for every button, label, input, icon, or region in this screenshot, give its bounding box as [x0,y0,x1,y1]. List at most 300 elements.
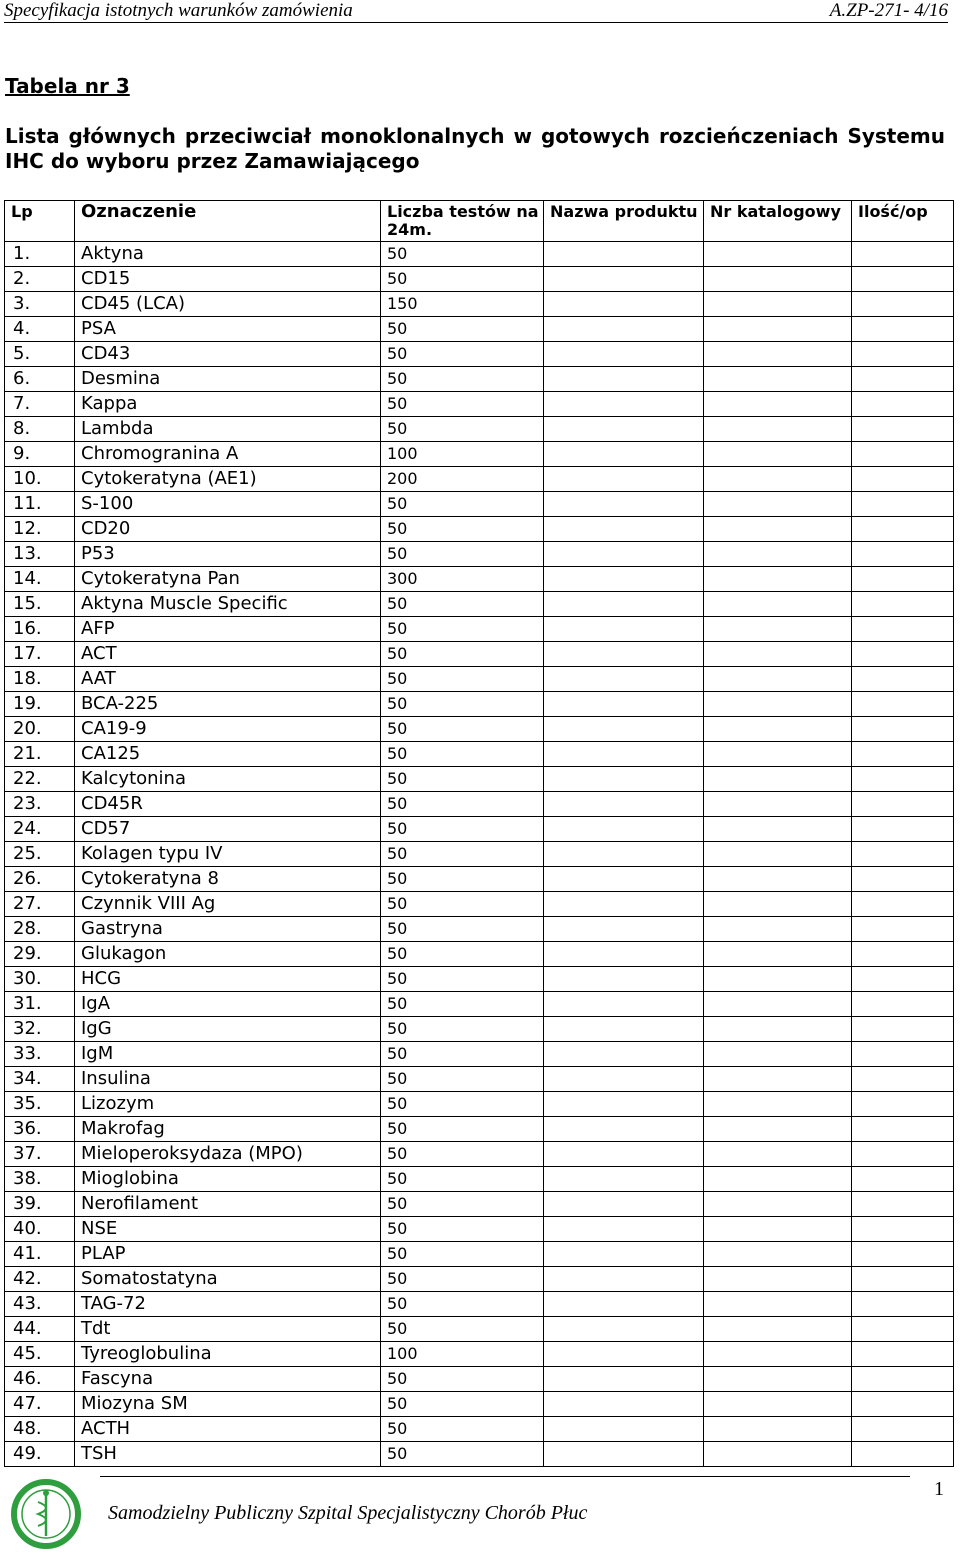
table-row [5,1367,954,1392]
row-lp: 23. [5,792,75,817]
row-ilosc-op [852,542,954,567]
row-lp: 38. [5,1167,75,1192]
row-nr-katalogowy [704,1292,852,1317]
table-row [5,417,954,442]
table-row [5,717,954,742]
row-lp: 34. [5,1067,75,1092]
row-ilosc-op [852,1042,954,1067]
row-oznaczenie: IgG [75,1017,381,1042]
table-row [5,1142,954,1167]
row-oznaczenie: Aktyna [75,242,381,267]
row-ilosc-op [852,767,954,792]
row-liczba-testow: 50 [381,917,544,942]
header-liczba-testow: Liczba testów na 24m. [381,201,544,242]
row-liczba-testow: 50 [381,517,544,542]
row-lp: 24. [5,817,75,842]
row-lp: 20. [5,717,75,742]
row-nazwa-produktu [544,1267,704,1292]
footer-divider [100,1476,910,1477]
row-lp: 30. [5,967,75,992]
row-liczba-testow: 50 [381,417,544,442]
row-nazwa-produktu [544,392,704,417]
row-nazwa-produktu [544,917,704,942]
row-oznaczenie: Tdt [75,1317,381,1342]
row-nr-katalogowy [704,1017,852,1042]
row-nr-katalogowy [704,417,852,442]
table-row [5,917,954,942]
row-lp: 22. [5,767,75,792]
row-nr-katalogowy [704,942,852,967]
row-lp: 4. [5,317,75,342]
row-nr-katalogowy [704,842,852,867]
table-row [5,1117,954,1142]
row-nazwa-produktu [544,842,704,867]
row-oznaczenie: TSH [75,1442,381,1467]
row-lp: 13. [5,542,75,567]
row-oznaczenie: Insulina [75,1067,381,1092]
row-nazwa-produktu [544,1317,704,1342]
row-nazwa-produktu [544,1342,704,1367]
row-nr-katalogowy [704,917,852,942]
row-lp: 19. [5,692,75,717]
row-oznaczenie: Cytokeratyna Pan [75,567,381,592]
row-nr-katalogowy [704,742,852,767]
row-lp: 2. [5,267,75,292]
table-row [5,867,954,892]
row-lp: 49. [5,1442,75,1467]
row-oznaczenie: BCA-225 [75,692,381,717]
table-row [5,642,954,667]
row-oznaczenie: ACT [75,642,381,667]
row-nazwa-produktu [544,267,704,292]
row-nr-katalogowy [704,1267,852,1292]
table-row [5,742,954,767]
table-row [5,667,954,692]
row-liczba-testow: 50 [381,742,544,767]
header-lp: Lp [5,201,75,242]
row-ilosc-op [852,667,954,692]
row-nr-katalogowy [704,1042,852,1067]
row-liczba-testow: 50 [381,1192,544,1217]
row-nazwa-produktu [544,292,704,317]
row-nazwa-produktu [544,1392,704,1417]
row-oznaczenie: S-100 [75,492,381,517]
table-row [5,267,954,292]
row-oznaczenie: Fascyna [75,1367,381,1392]
row-lp: 3. [5,292,75,317]
table-row [5,692,954,717]
row-nazwa-produktu [544,1442,704,1467]
row-nazwa-produktu [544,592,704,617]
row-oznaczenie: PLAP [75,1242,381,1267]
row-ilosc-op [852,1242,954,1267]
row-oznaczenie: Desmina [75,367,381,392]
row-oznaczenie: Mieloperoksydaza (MPO) [75,1142,381,1167]
row-liczba-testow: 50 [381,1067,544,1092]
row-liczba-testow: 50 [381,1142,544,1167]
hospital-seal-icon [8,1478,98,1552]
row-oznaczenie: AFP [75,617,381,642]
row-ilosc-op [852,942,954,967]
row-oznaczenie: CA19-9 [75,717,381,742]
row-liczba-testow: 50 [381,1317,544,1342]
row-ilosc-op [852,717,954,742]
row-ilosc-op [852,567,954,592]
row-nazwa-produktu [544,442,704,467]
row-liczba-testow: 50 [381,792,544,817]
row-lp: 33. [5,1042,75,1067]
row-nazwa-produktu [544,342,704,367]
table-row [5,892,954,917]
row-oznaczenie: CD57 [75,817,381,842]
table-row [5,242,954,267]
row-nazwa-produktu [544,667,704,692]
table-row [5,567,954,592]
row-ilosc-op [852,817,954,842]
table-row [5,1242,954,1267]
row-nr-katalogowy [704,1392,852,1417]
row-liczba-testow: 50 [381,1392,544,1417]
row-nazwa-produktu [544,417,704,442]
table-row [5,1317,954,1342]
row-nazwa-produktu [544,1142,704,1167]
row-nazwa-produktu [544,1292,704,1317]
table-row [5,1417,954,1442]
row-nr-katalogowy [704,1367,852,1392]
row-oznaczenie: NSE [75,1217,381,1242]
row-liczba-testow: 50 [381,542,544,567]
row-ilosc-op [852,592,954,617]
row-nazwa-produktu [544,617,704,642]
footer-institution: Samodzielny Publiczny Szpital Specjalistyczny Chorób Płuc [108,1502,588,1524]
row-lp: 32. [5,1017,75,1042]
row-nr-katalogowy [704,817,852,842]
row-liczba-testow: 150 [381,292,544,317]
row-liczba-testow: 50 [381,717,544,742]
row-liczba-testow: 50 [381,1292,544,1317]
row-liczba-testow: 50 [381,892,544,917]
header-nazwa-produktu: Nazwa produktu [544,201,704,242]
table-body [5,242,954,1467]
row-oznaczenie: Glukagon [75,942,381,967]
row-oznaczenie: Makrofag [75,1117,381,1142]
row-liczba-testow: 300 [381,567,544,592]
row-nazwa-produktu [544,992,704,1017]
row-oznaczenie: IgA [75,992,381,1017]
table-row [5,1092,954,1117]
table-row [5,617,954,642]
row-liczba-testow: 50 [381,592,544,617]
row-oznaczenie: P53 [75,542,381,567]
row-ilosc-op [852,792,954,817]
table-row [5,392,954,417]
row-liczba-testow: 50 [381,342,544,367]
row-ilosc-op [852,1067,954,1092]
table-row [5,967,954,992]
row-lp: 26. [5,867,75,892]
row-ilosc-op [852,367,954,392]
row-nr-katalogowy [704,367,852,392]
row-lp: 41. [5,1242,75,1267]
row-nazwa-produktu [544,717,704,742]
table-header-row [5,201,954,242]
row-lp: 8. [5,417,75,442]
row-nr-katalogowy [704,242,852,267]
row-nr-katalogowy [704,767,852,792]
row-oznaczenie: Mioglobina [75,1167,381,1192]
row-oznaczenie: CA125 [75,742,381,767]
row-nr-katalogowy [704,592,852,617]
row-liczba-testow: 50 [381,642,544,667]
table-row [5,1017,954,1042]
row-ilosc-op [852,1092,954,1117]
row-nr-katalogowy [704,467,852,492]
row-ilosc-op [852,1192,954,1217]
row-ilosc-op [852,292,954,317]
row-oznaczenie: Nerofilament [75,1192,381,1217]
table-row [5,292,954,317]
row-nr-katalogowy [704,642,852,667]
row-nazwa-produktu [544,1067,704,1092]
row-ilosc-op [852,967,954,992]
row-ilosc-op [852,1117,954,1142]
row-oznaczenie: Gastryna [75,917,381,942]
page-number: 1 [934,1478,944,1500]
row-lp: 42. [5,1267,75,1292]
table-row [5,842,954,867]
row-liczba-testow: 50 [381,492,544,517]
row-ilosc-op [852,1367,954,1392]
row-nr-katalogowy [704,667,852,692]
row-liczba-testow: 50 [381,842,544,867]
row-lp: 17. [5,642,75,667]
table-row [5,792,954,817]
row-nr-katalogowy [704,492,852,517]
row-oznaczenie: Tyreoglobulina [75,1342,381,1367]
row-nazwa-produktu [544,317,704,342]
table-row [5,942,954,967]
row-liczba-testow: 50 [381,1267,544,1292]
row-oznaczenie: ACTH [75,1417,381,1442]
row-ilosc-op [852,317,954,342]
row-liczba-testow: 100 [381,1342,544,1367]
table-row [5,517,954,542]
row-nr-katalogowy [704,1092,852,1117]
row-ilosc-op [852,1217,954,1242]
row-oznaczenie: Kolagen typu IV [75,842,381,867]
row-nazwa-produktu [544,1092,704,1117]
row-ilosc-op [852,867,954,892]
row-nr-katalogowy [704,392,852,417]
table-row [5,342,954,367]
row-ilosc-op [852,417,954,442]
header-oznaczenie: Oznaczenie [75,201,381,242]
row-lp: 16. [5,617,75,642]
table-row [5,1267,954,1292]
row-lp: 47. [5,1392,75,1417]
antibody-table [4,200,954,1467]
row-oznaczenie: CD20 [75,517,381,542]
table-row [5,542,954,567]
row-nazwa-produktu [544,242,704,267]
row-ilosc-op [852,1442,954,1467]
table-row [5,767,954,792]
row-oznaczenie: HCG [75,967,381,992]
row-liczba-testow: 50 [381,1367,544,1392]
row-oznaczenie: CD15 [75,267,381,292]
row-ilosc-op [852,242,954,267]
row-ilosc-op [852,842,954,867]
row-nr-katalogowy [704,617,852,642]
hospital-logo [8,1478,98,1552]
row-nazwa-produktu [544,367,704,392]
row-oznaczenie: CD45R [75,792,381,817]
row-liczba-testow: 50 [381,1442,544,1467]
row-oznaczenie: CD43 [75,342,381,367]
table-row [5,1392,954,1417]
row-nr-katalogowy [704,292,852,317]
row-oznaczenie: CD45 (LCA) [75,292,381,317]
row-lp: 14. [5,567,75,592]
row-ilosc-op [852,992,954,1017]
row-nr-katalogowy [704,1242,852,1267]
row-ilosc-op [852,1317,954,1342]
row-nr-katalogowy [704,317,852,342]
row-nr-katalogowy [704,892,852,917]
row-lp: 48. [5,1417,75,1442]
table-row [5,1167,954,1192]
row-liczba-testow: 50 [381,692,544,717]
row-ilosc-op [852,342,954,367]
row-nazwa-produktu [544,1417,704,1442]
row-oznaczenie: Cytokeratyna 8 [75,867,381,892]
row-nazwa-produktu [544,492,704,517]
row-liczba-testow: 50 [381,967,544,992]
row-liczba-testow: 50 [381,1417,544,1442]
row-liczba-testow: 50 [381,1042,544,1067]
row-nazwa-produktu [544,542,704,567]
row-nazwa-produktu [544,967,704,992]
row-ilosc-op [852,442,954,467]
row-nazwa-produktu [544,1192,704,1217]
header-nr-katalogowy: Nr katalogowy [704,201,852,242]
table-row [5,442,954,467]
row-nr-katalogowy [704,442,852,467]
row-nr-katalogowy [704,967,852,992]
table-row [5,492,954,517]
row-nazwa-produktu [544,1367,704,1392]
row-nr-katalogowy [704,1142,852,1167]
row-lp: 45. [5,1342,75,1367]
row-liczba-testow: 50 [381,1117,544,1142]
row-oznaczenie: Czynnik VIII Ag [75,892,381,917]
table-subtitle: Lista głównych przeciwciał monoklonalnych w gotowych rozcieńczeniach Systemu IHC do wyboru przez Zamawiającego [5,124,945,173]
row-ilosc-op [852,917,954,942]
table-row [5,992,954,1017]
row-nr-katalogowy [704,1067,852,1092]
row-liczba-testow: 50 [381,942,544,967]
row-liczba-testow: 50 [381,267,544,292]
table-row [5,1042,954,1067]
row-nr-katalogowy [704,1117,852,1142]
row-lp: 6. [5,367,75,392]
row-nr-katalogowy [704,992,852,1017]
row-oznaczenie: AAT [75,667,381,692]
row-ilosc-op [852,692,954,717]
page-header [4,0,948,23]
row-ilosc-op [852,467,954,492]
row-oznaczenie: Miozyna SM [75,1392,381,1417]
row-nr-katalogowy [704,867,852,892]
row-liczba-testow: 50 [381,242,544,267]
row-lp: 1. [5,242,75,267]
row-liczba-testow: 200 [381,467,544,492]
row-liczba-testow: 50 [381,1092,544,1117]
row-liczba-testow: 50 [381,317,544,342]
row-liczba-testow: 50 [381,392,544,417]
row-lp: 46. [5,1367,75,1392]
row-lp: 44. [5,1317,75,1342]
row-liczba-testow: 100 [381,442,544,467]
row-liczba-testow: 50 [381,1017,544,1042]
table-row [5,467,954,492]
row-lp: 31. [5,992,75,1017]
row-nazwa-produktu [544,892,704,917]
row-ilosc-op [852,1142,954,1167]
table-row [5,1217,954,1242]
row-liczba-testow: 50 [381,1242,544,1267]
row-ilosc-op [852,1267,954,1292]
row-lp: 11. [5,492,75,517]
row-oznaczenie: Chromogranina A [75,442,381,467]
row-liczba-testow: 50 [381,767,544,792]
row-liczba-testow: 50 [381,867,544,892]
row-lp: 40. [5,1217,75,1242]
row-ilosc-op [852,1292,954,1317]
row-nazwa-produktu [544,1117,704,1142]
row-ilosc-op [852,1167,954,1192]
row-ilosc-op [852,617,954,642]
row-liczba-testow: 50 [381,992,544,1017]
row-ilosc-op [852,1392,954,1417]
table-title: Tabela nr 3 [5,74,130,98]
row-nr-katalogowy [704,792,852,817]
row-nazwa-produktu [544,642,704,667]
row-nazwa-produktu [544,1242,704,1267]
row-lp: 7. [5,392,75,417]
row-oznaczenie: Somatostatyna [75,1267,381,1292]
row-lp: 27. [5,892,75,917]
row-nr-katalogowy [704,1417,852,1442]
row-ilosc-op [852,742,954,767]
row-lp: 15. [5,592,75,617]
table-row [5,1192,954,1217]
row-nazwa-produktu [544,1167,704,1192]
row-nr-katalogowy [704,1217,852,1242]
table-row [5,1342,954,1367]
table-row [5,1292,954,1317]
row-lp: 5. [5,342,75,367]
row-oznaczenie: PSA [75,317,381,342]
row-nr-katalogowy [704,1442,852,1467]
table-row [5,817,954,842]
row-nazwa-produktu [544,517,704,542]
table-row [5,367,954,392]
row-nr-katalogowy [704,717,852,742]
row-liczba-testow: 50 [381,1167,544,1192]
row-lp: 29. [5,942,75,967]
row-nr-katalogowy [704,1192,852,1217]
